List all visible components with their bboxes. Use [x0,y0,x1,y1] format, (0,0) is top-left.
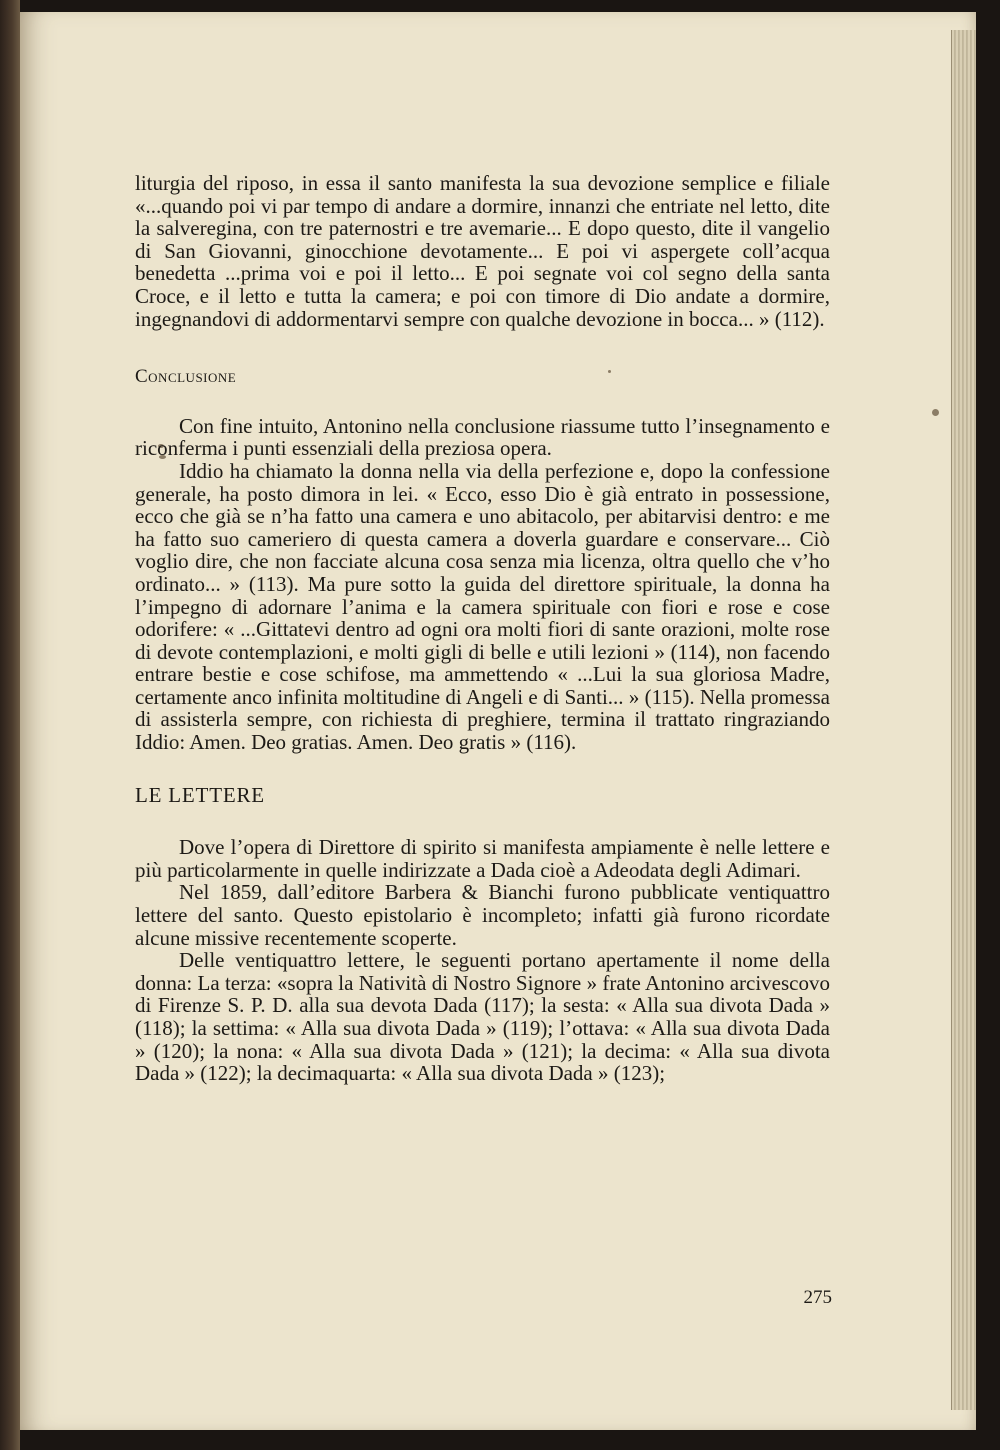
page-edge [951,30,976,1410]
page-number: 275 [803,1287,832,1308]
paragraph: Dove l’opera di Direttore di spirito si manifesta ampiamente è nelle lettere e più particolarmente in quelle indirizzate a Dada cioè a Adeodata degli Adimari. [135,835,830,882]
paragraph: Con fine intuito, Antonino nella conclusione riassume tutto l’insegnamento e riconferma i punti essenziali della preziosa opera. [135,413,830,461]
book-binding [0,0,20,1450]
spacer [135,389,830,415]
paper-speck [932,409,939,416]
section-heading-conclusione: Conclusione [135,366,237,388]
paragraph: Delle ventiquattro lettere, le seguenti portano apertamente il nome della donna: La terza: «sopra la Natività di Nostro Signore » frate Antonino arcivescovo di Firenze S. P. D. alla sua devota Dada (117); la sesta: « Alla sua divota Dada » (118); la settima: « Alla sua divota Dada » (119); l’ottava: « Alla sua divota Dada » (120); la nona: « Alla sua divota Dada » (121); la decima: « Alla sua divota Dada » (122); la decimaquarta: « Alla sua divota Dada » (123); [135,948,830,1086]
spacer [135,806,830,836]
body-text [135,172,830,1085]
paragraph: Iddio ha chiamato la donna nella via della perfezione e, dopo la confessione generale, ha posto dimora in lei. « Ecco, esso Dio è già entrato in possessione, ecco che già se n’ha fatto una camera e uno abitacolo, per abitarvisi dentro: e me ha fatto suo cameriero di questa camera a doverla guardare e conservare... Ciò voglio dire, che non facciate alcuna cosa senza mia licenza, oltra quello che v’ho ordinato... » (113). Ma pure sotto la guida del direttore spirituale, la donna ha l’impegno di adornare l’anima e la camera spirituale con fiori e rose e cose odorifere: « ...Gittatevi dentro ad ogni ora molti fiori di sante orazioni, molte rose di devote contemplazioni, e molti gigli di belle e utili lezioni » (114), non facendo entrare bestie e cose schifose, ma ammettendo « ...Lui la sua gloriosa Madre, certamente anco infinita moltitudine di Angeli e di Santi... » (115). Nella promessa di assisterla sempre, con richiesta di preghiere, termina il trattato ringraziando Iddio: Amen. Deo gratias. Amen. Deo gratis » (116). [135,458,830,755]
spacer [135,330,830,366]
section-heading-lettere: LE LETTERE [135,782,265,807]
intro-paragraph: liturgia del riposo, in essa il santo manifesta la sua devozione semplice e filiale «...quando poi vi par tempo di andare a dormire, innanzi che entriate nel letto, dite la salveregina, con tre paternostri e tre avemarie... E dopo questo, dite il vangelio di San Giovanni, ginocchione devotamente... E poi vi aspergete coll’acqua benedetta ...prima voi e poi il letto... E poi segnate voi col segno della santa Croce, e il letto e tutta la camera; e poi con timore di Dio andate a dormire, ingegnandovi di addormentarvi sempre con qualche devozione in bocca... » (112). [135,171,830,331]
spacer [135,754,830,784]
paragraph: Nel 1859, dall’editore Barbera & Bianchi furono pubblicate ventiquattro lettere del santo. Questo epistolario è incompleto; infatti già furono ricordate alcune missive recentemente scoperte. [135,880,830,950]
